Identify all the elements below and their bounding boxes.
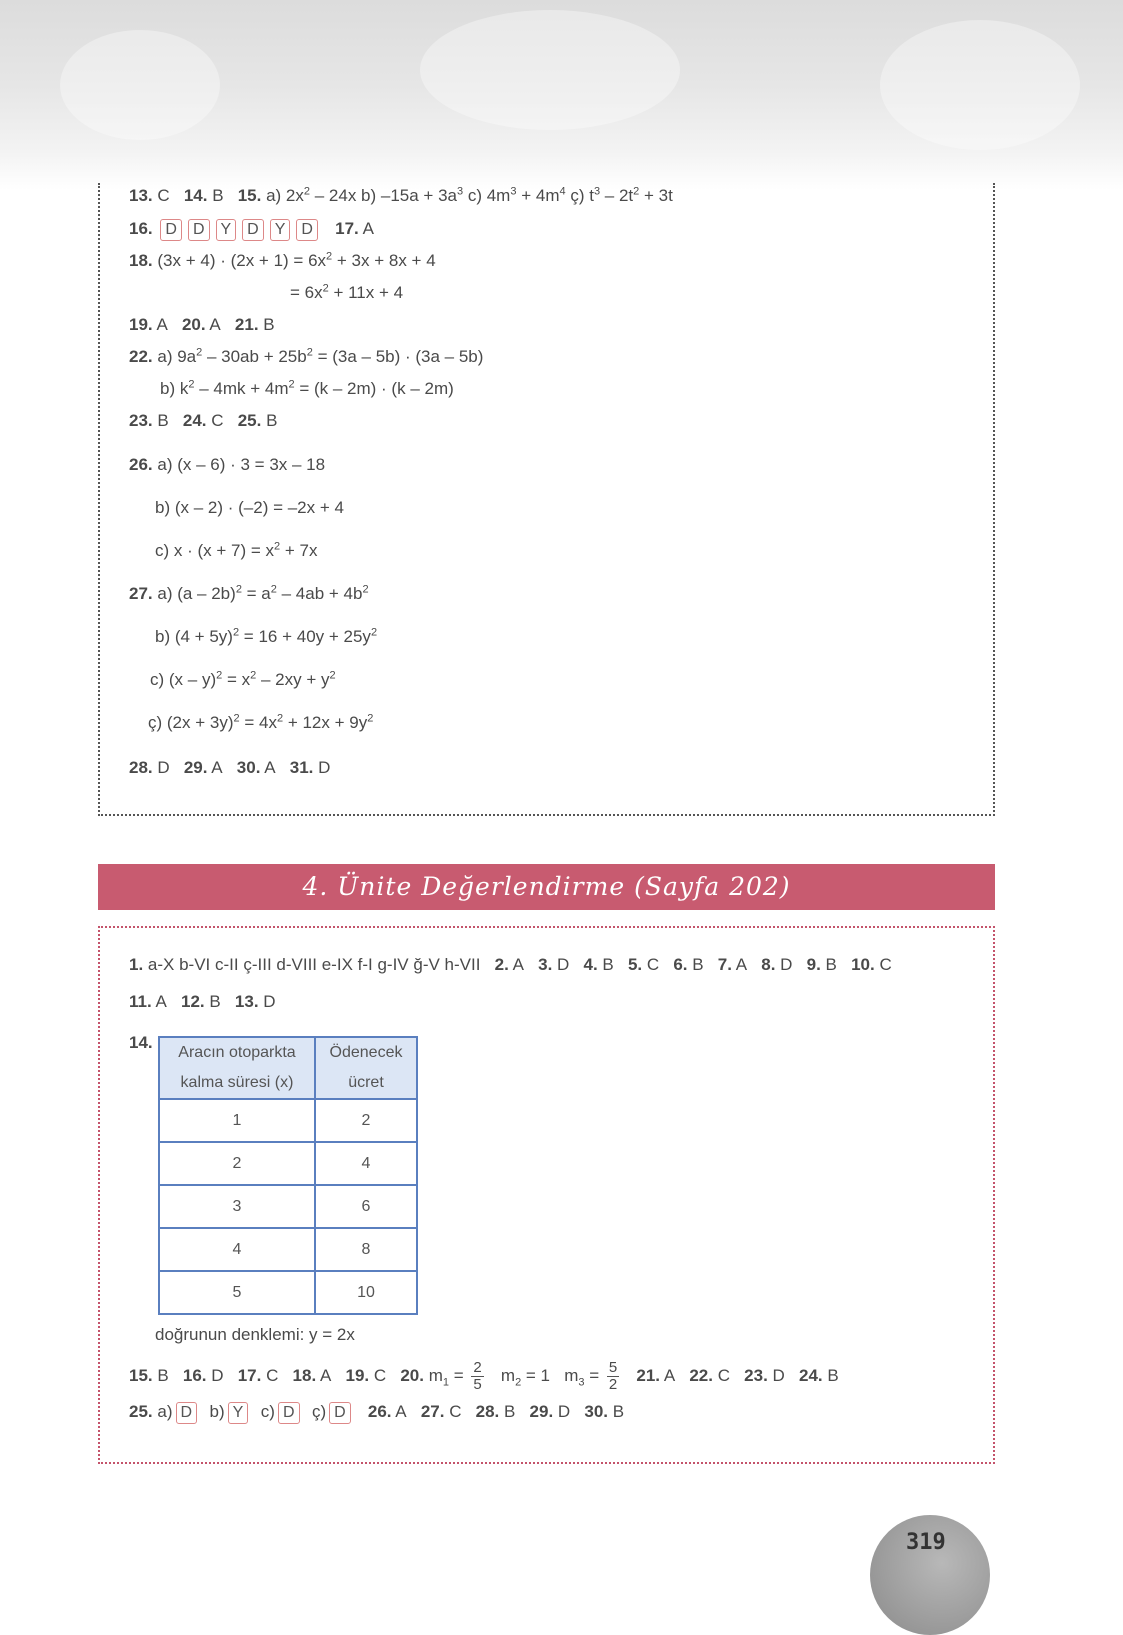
answer-line-19-21: 19. A 20. A 21. B xyxy=(129,315,275,334)
answer-box: D xyxy=(188,219,210,241)
header-duration: Aracın otoparkta kalma süresi (x) xyxy=(159,1037,315,1099)
answer-line-15-24: 15. B 16. D 17. C 18. A 19. C 20. $m_1$ = $\frac{2}{5}$ $m_2 = 1$ $m_3$ = $\frac{5}{2}$ 21. A 22. C 23. D 24. B xyxy=(129,1359,839,1393)
answer-line-11-13: 11. A 12. B 13. D xyxy=(129,992,276,1011)
answer-line-26c: c) $x \cdot (x + 7) = x^2 + 7x$ xyxy=(155,540,318,560)
answer-box: D xyxy=(160,219,182,241)
answer-box: Y xyxy=(228,1402,249,1424)
header-background xyxy=(0,0,1123,190)
table-row: 3 6 xyxy=(159,1185,417,1228)
answer-line-16-17: 16. D D Y D Y D 17. A xyxy=(129,218,374,241)
answer-line-27d: ç) $(2x + 3y)^2 = 4x^2 + 12x + 9y^2$ xyxy=(148,712,374,732)
page-number: 319 xyxy=(906,1530,946,1555)
answer-line-22b: b) $k^2 - 4mk + 4m^2 = (k - 2m) \cdot (k - 2m)$ xyxy=(160,378,454,398)
fraction: $\frac{5}{2}$ xyxy=(608,1359,618,1393)
parking-fee-table xyxy=(158,1036,418,1315)
answer-box: D xyxy=(278,1402,300,1424)
answer-line-13-15: 13. C 14. B 15. a) $2x^2 - 24x$ b) $-15a + 3a^3$ c) $4m^3 + 4m^4$ ç) $t^3 - 2t^2 + 3t$ xyxy=(129,185,673,205)
answer-line-18: 18. $(3x + 4) \cdot (2x + 1) = 6x^2 + 3x + 8x + 4$ xyxy=(129,250,436,270)
answer-box: D xyxy=(296,219,318,241)
table-row: 4 8 xyxy=(159,1228,417,1271)
table-row: 2 4 xyxy=(159,1142,417,1185)
page-number-badge xyxy=(870,1515,990,1635)
answer-line-18b: = $6x^2 + 11x + 4$ xyxy=(290,282,404,302)
section-banner: 4. Ünite Değerlendirme (Sayfa 202) xyxy=(98,864,995,910)
answer-line-28-31: 28. D 29. A 30. A 31. D xyxy=(129,758,331,777)
line-equation: doğrunun denklemi: y = 2x xyxy=(155,1325,355,1344)
answer-box: D xyxy=(176,1402,198,1424)
answer-line-1-10: 1. a-X b-VI c-II ç-III d-VIII e-IX f-I g-IV ğ-V h-VII 2. A 3. D 4. B 5. C 6. B 7. A 8. D 9. B 10. C xyxy=(129,955,892,974)
table-row: 1 2 xyxy=(159,1099,417,1142)
answer-box: Y xyxy=(216,219,237,241)
table-header-row xyxy=(159,1037,417,1099)
answer-line-26b: b) (x – 2) · (–2) = –2x + 4 xyxy=(155,498,344,517)
answer-line-27b: b) $(4 + 5y)^2 = 16 + 40y + 25y^2$ xyxy=(155,626,378,646)
answer-box: D xyxy=(242,219,264,241)
answer-box: Y xyxy=(270,219,291,241)
answer-line-25-30: 25. a) D b) Y c) D ç) D 26. A 27. C 28. B 29. D 30. B xyxy=(129,1401,624,1424)
question-14-label: 14. xyxy=(129,1033,153,1052)
answer-box: D xyxy=(329,1402,351,1424)
header-fee: Ödenecek ücret xyxy=(315,1037,417,1099)
table-row: 5 10 xyxy=(159,1271,417,1314)
answer-line-27a: 27. a) $(a - 2b)^2 = a^2 - 4ab + 4b^2$ xyxy=(129,583,369,603)
answer-line-27c: c) $(x - y)^2 = x^2 - 2xy + y^2$ xyxy=(150,669,336,689)
answer-line-26a: 26. a) (x – 6) · 3 = 3x – 18 xyxy=(129,455,326,474)
fraction: $\frac{2}{5}$ xyxy=(473,1359,482,1393)
answer-line-22a: 22. a) $9a^2 - 30ab + 25b^2 = (3a - 5b) \cdot (3a - 5b)$ xyxy=(129,346,484,366)
answer-line-23-25: 23. B 24. C 25. B xyxy=(129,411,278,430)
